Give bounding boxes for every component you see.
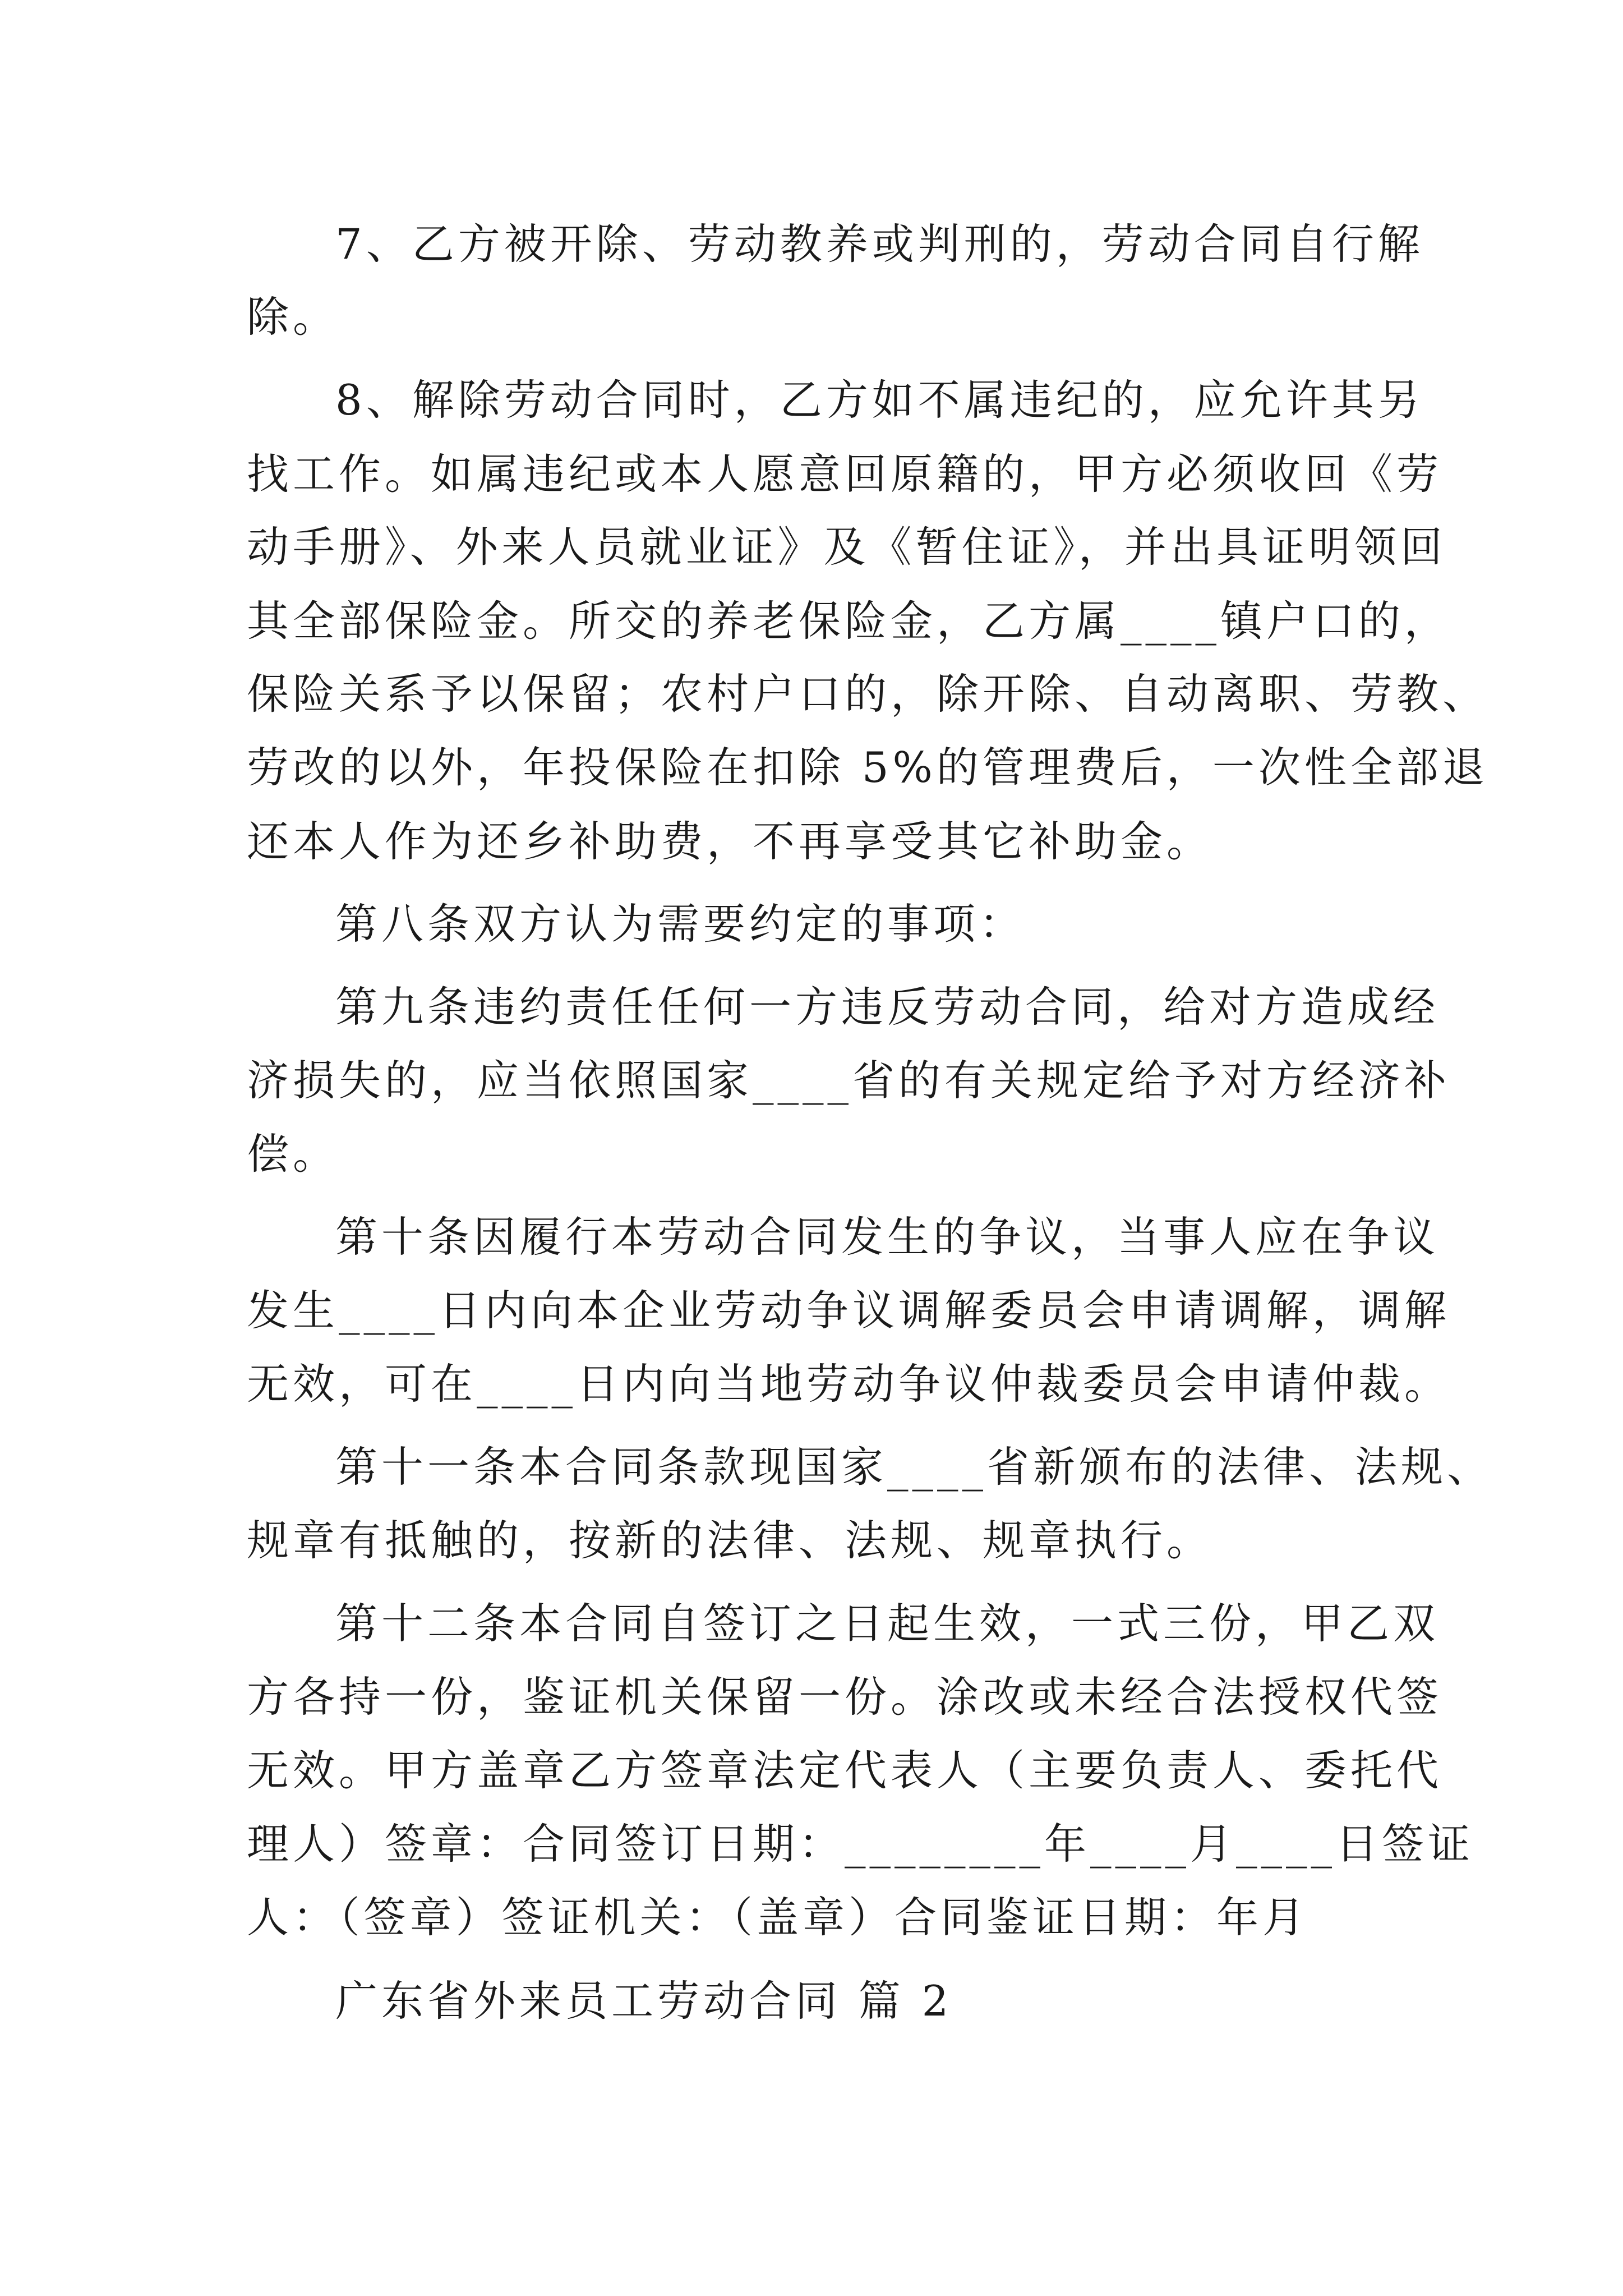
text-line: 动手册》、外来人员就业证》及《暂住证》，并出具证明领回 [247,522,1447,572]
text-line: 理人）签章：合同签订日期：________年____月____日签证 [247,1819,1474,1869]
text-line: 第八条双方认为需要约定的事项： [335,899,1026,949]
text-line: 人：（签章）签证机关：（盖章）合同鉴证日期：年月 [247,1893,1309,1942]
text-line: 劳改的以外，年投保险在扣除 5%的管理费后，一次性全部退 [247,743,1488,792]
text-line: 第十条因履行本劳动合同发生的争议，当事人应在争议 [335,1212,1440,1262]
text-line: 第九条违约责任任何一方违反劳动合同，给对方造成经 [335,982,1440,1032]
text-line: 8、解除劳动合同时，乙方如不属违纪的，应允许其另 [335,375,1424,425]
text-line: 第十二条本合同自签订之日起生效，一式三份，甲乙双 [335,1599,1440,1648]
text-line: 还本人作为还乡补助费，不再享受其它补助金。 [247,817,1213,866]
text-line: 无效。甲方盖章乙方签章法定代表人（主要负责人、委托代 [247,1746,1443,1795]
text-line: 找工作。如属违纪或本人愿意回原籍的，甲方必须收回《劳 [247,449,1443,499]
text-line: 保险关系予以保留；农村户口的，除开除、自动离职、劳教、 [247,669,1489,719]
text-line: 偿。 [247,1129,339,1179]
text-line: 济损失的，应当依照国家____省的有关规定给予对方经济补 [247,1056,1451,1105]
text-line: 除。 [247,292,339,342]
text-line: 7、乙方被开除、劳动教养或判刑的，劳动合同自行解 [335,219,1424,269]
text-line: 规章有抵触的，按新的法律、法规、规章执行。 [247,1516,1213,1565]
text-line: 其全部保险金。所交的养老保险金，乙方属____镇户口的， [247,596,1451,646]
section-heading: 广东省外来员工劳动合同 篇 2 [335,1976,953,2026]
text-line: 无效，可在____日内向当地劳动争议仲裁委员会申请仲裁。 [247,1359,1451,1409]
text-line: 发生____日内向本企业劳动争议调解委员会申请调解，调解 [247,1286,1451,1335]
text-line: 第十一条本合同条款现国家____省新颁布的法律、法规、 [335,1442,1493,1492]
text-line: 方各持一份，鉴证机关保留一份。涂改或未经合法授权代签 [247,1672,1443,1722]
